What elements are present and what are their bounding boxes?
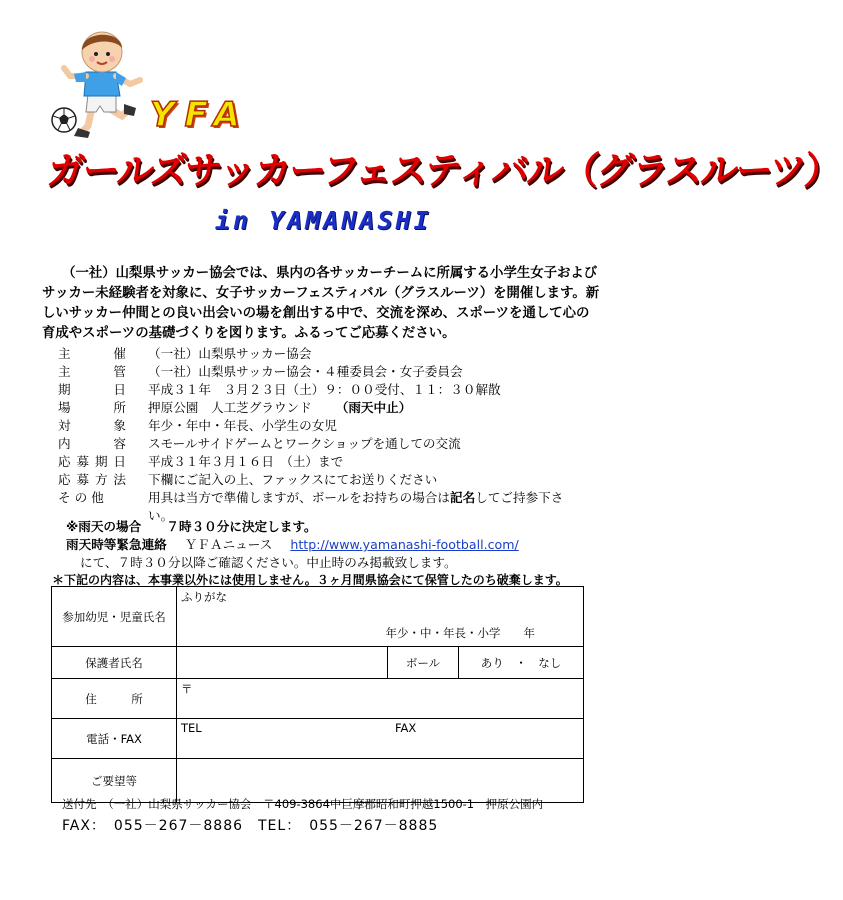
detail-label: そ の 他 [58,490,104,505]
emergency-info: にて、７時３０分以降ご確認ください。中止時のみ掲載致します。 [80,555,457,570]
other-text: 用具は当方で準備しますが、ボールをお持ちの場合は [148,490,450,505]
detail-method [58,471,618,489]
detail-content [58,435,618,453]
requests-label: ご要望等 [52,759,177,803]
address-label: 住 所 [52,679,177,719]
detail-deadline [58,453,618,471]
tel-label: TEL [181,721,202,735]
application-form [51,586,584,803]
form-row-guardian [52,647,584,679]
detail-target [58,417,618,435]
detail-value: スモールサイドゲームとワークショップを通しての交流 [148,436,461,451]
detail-value: （一社）山梨県サッカー協会 [148,346,312,361]
phone-fax-label: 電話・FAX [52,719,177,759]
yfa-logo: YFA [150,95,250,135]
detail-label: 対 象 [58,418,126,433]
detail-host [58,345,618,363]
detail-label: 応募期日 [58,454,126,469]
detail-value: 平成３１年 ３月２３日（土）９：００受付、１１：３０解散 [148,382,501,397]
news-source: ＹＦＡニュース [184,537,273,552]
detail-label: 主 管 [58,364,126,379]
grade-label: 年少・中・年長・小学 年 [385,626,535,640]
form-row-phone [52,719,584,759]
emergency-contact [66,536,519,554]
detail-label: 期 日 [58,382,126,397]
detail-date [58,381,618,399]
intro-paragraph [42,264,602,344]
detail-other [58,489,618,507]
fax-label: FAX [395,721,417,735]
phone-fax-field[interactable] [177,719,584,759]
soccer-boy-illustration [50,28,155,140]
rain-decision: ※雨天の場合 ７時３０分に決定します。 [66,519,317,534]
venue-text: 押原公園 人工芝グラウンド [148,400,312,415]
detail-other-continued: い。 [148,508,174,523]
event-subtitle: in YAMANASHI [215,206,432,235]
ball-label: ボール [388,647,459,679]
event-details [58,345,618,525]
detail-value [148,399,618,417]
guardian-name-field[interactable] [177,647,388,679]
child-name-label: 参加幼児・児童氏名 [52,587,177,647]
detail-label: 応募方法 [58,472,126,487]
detail-label: 主 催 [58,346,126,361]
detail-label: 場 所 [58,400,126,415]
send-to-address: 送付先 （一社）山梨県サッカー協会 〒409-3864中巨摩郡昭和町押越1500-1 押原公園内 [62,797,544,811]
privacy-policy: ＊下記の内容は、本事業以外には使用しません。３ヶ月間県協会にて保管したのち破棄します。 [52,573,568,587]
event-title: ガールズサッカーフェスティバル（グラスルーツ） [45,149,842,192]
detail-value: 下欄にご記入の上、ファックスにてお送りください [148,472,438,487]
form-row-child [52,587,584,647]
detail-value: （一社）山梨県サッカー協会・４種委員会・女子委員会 [148,364,463,379]
postal-mark: 〒 [181,682,193,696]
ball-options[interactable]: あり ・ なし [459,647,584,679]
website-link[interactable]: http://www.yamanashi-football.com/ [290,537,519,552]
detail-value: 平成３１年３月１６日 （土）まで [148,454,344,469]
rain-notice [66,518,519,572]
address-field[interactable] [177,679,584,719]
detail-value: 年少・年中・年長、小学生の女児 [148,418,337,433]
detail-value [148,489,618,507]
fax-tel-numbers: FAX： 055－267－8886 TEL： 055－267－8885 [62,818,439,834]
detail-organizer [58,363,618,381]
emergency-contact-label: 雨天時等緊急連絡 [66,537,167,552]
form-row-address [52,679,584,719]
furigana-label: ふりがな [181,590,227,604]
child-name-field[interactable] [177,587,584,647]
rain-cancel-note: （雨天中止） [335,400,412,415]
other-emphasis: 記名 [450,490,476,505]
detail-label: 内 容 [58,436,126,451]
guardian-name-label: 保護者氏名 [52,647,177,679]
detail-venue [58,399,618,417]
other-text-end: してご持参下さ [475,490,564,505]
intro-text: （一社）山梨県サッカー協会では、県内の各サッカーチームに所属する小学生女子およびサッカー未経験者を対象に、女子サッカーフェスティバル（グラスルーツ）を開催します。新しいサッカー仲間との良い出会いの場を創出する中で、交流を深め、スポーツを通して心の育成やスポーツの基礎づくりを図ります。ふるってご応募ください。 [42,266,600,341]
